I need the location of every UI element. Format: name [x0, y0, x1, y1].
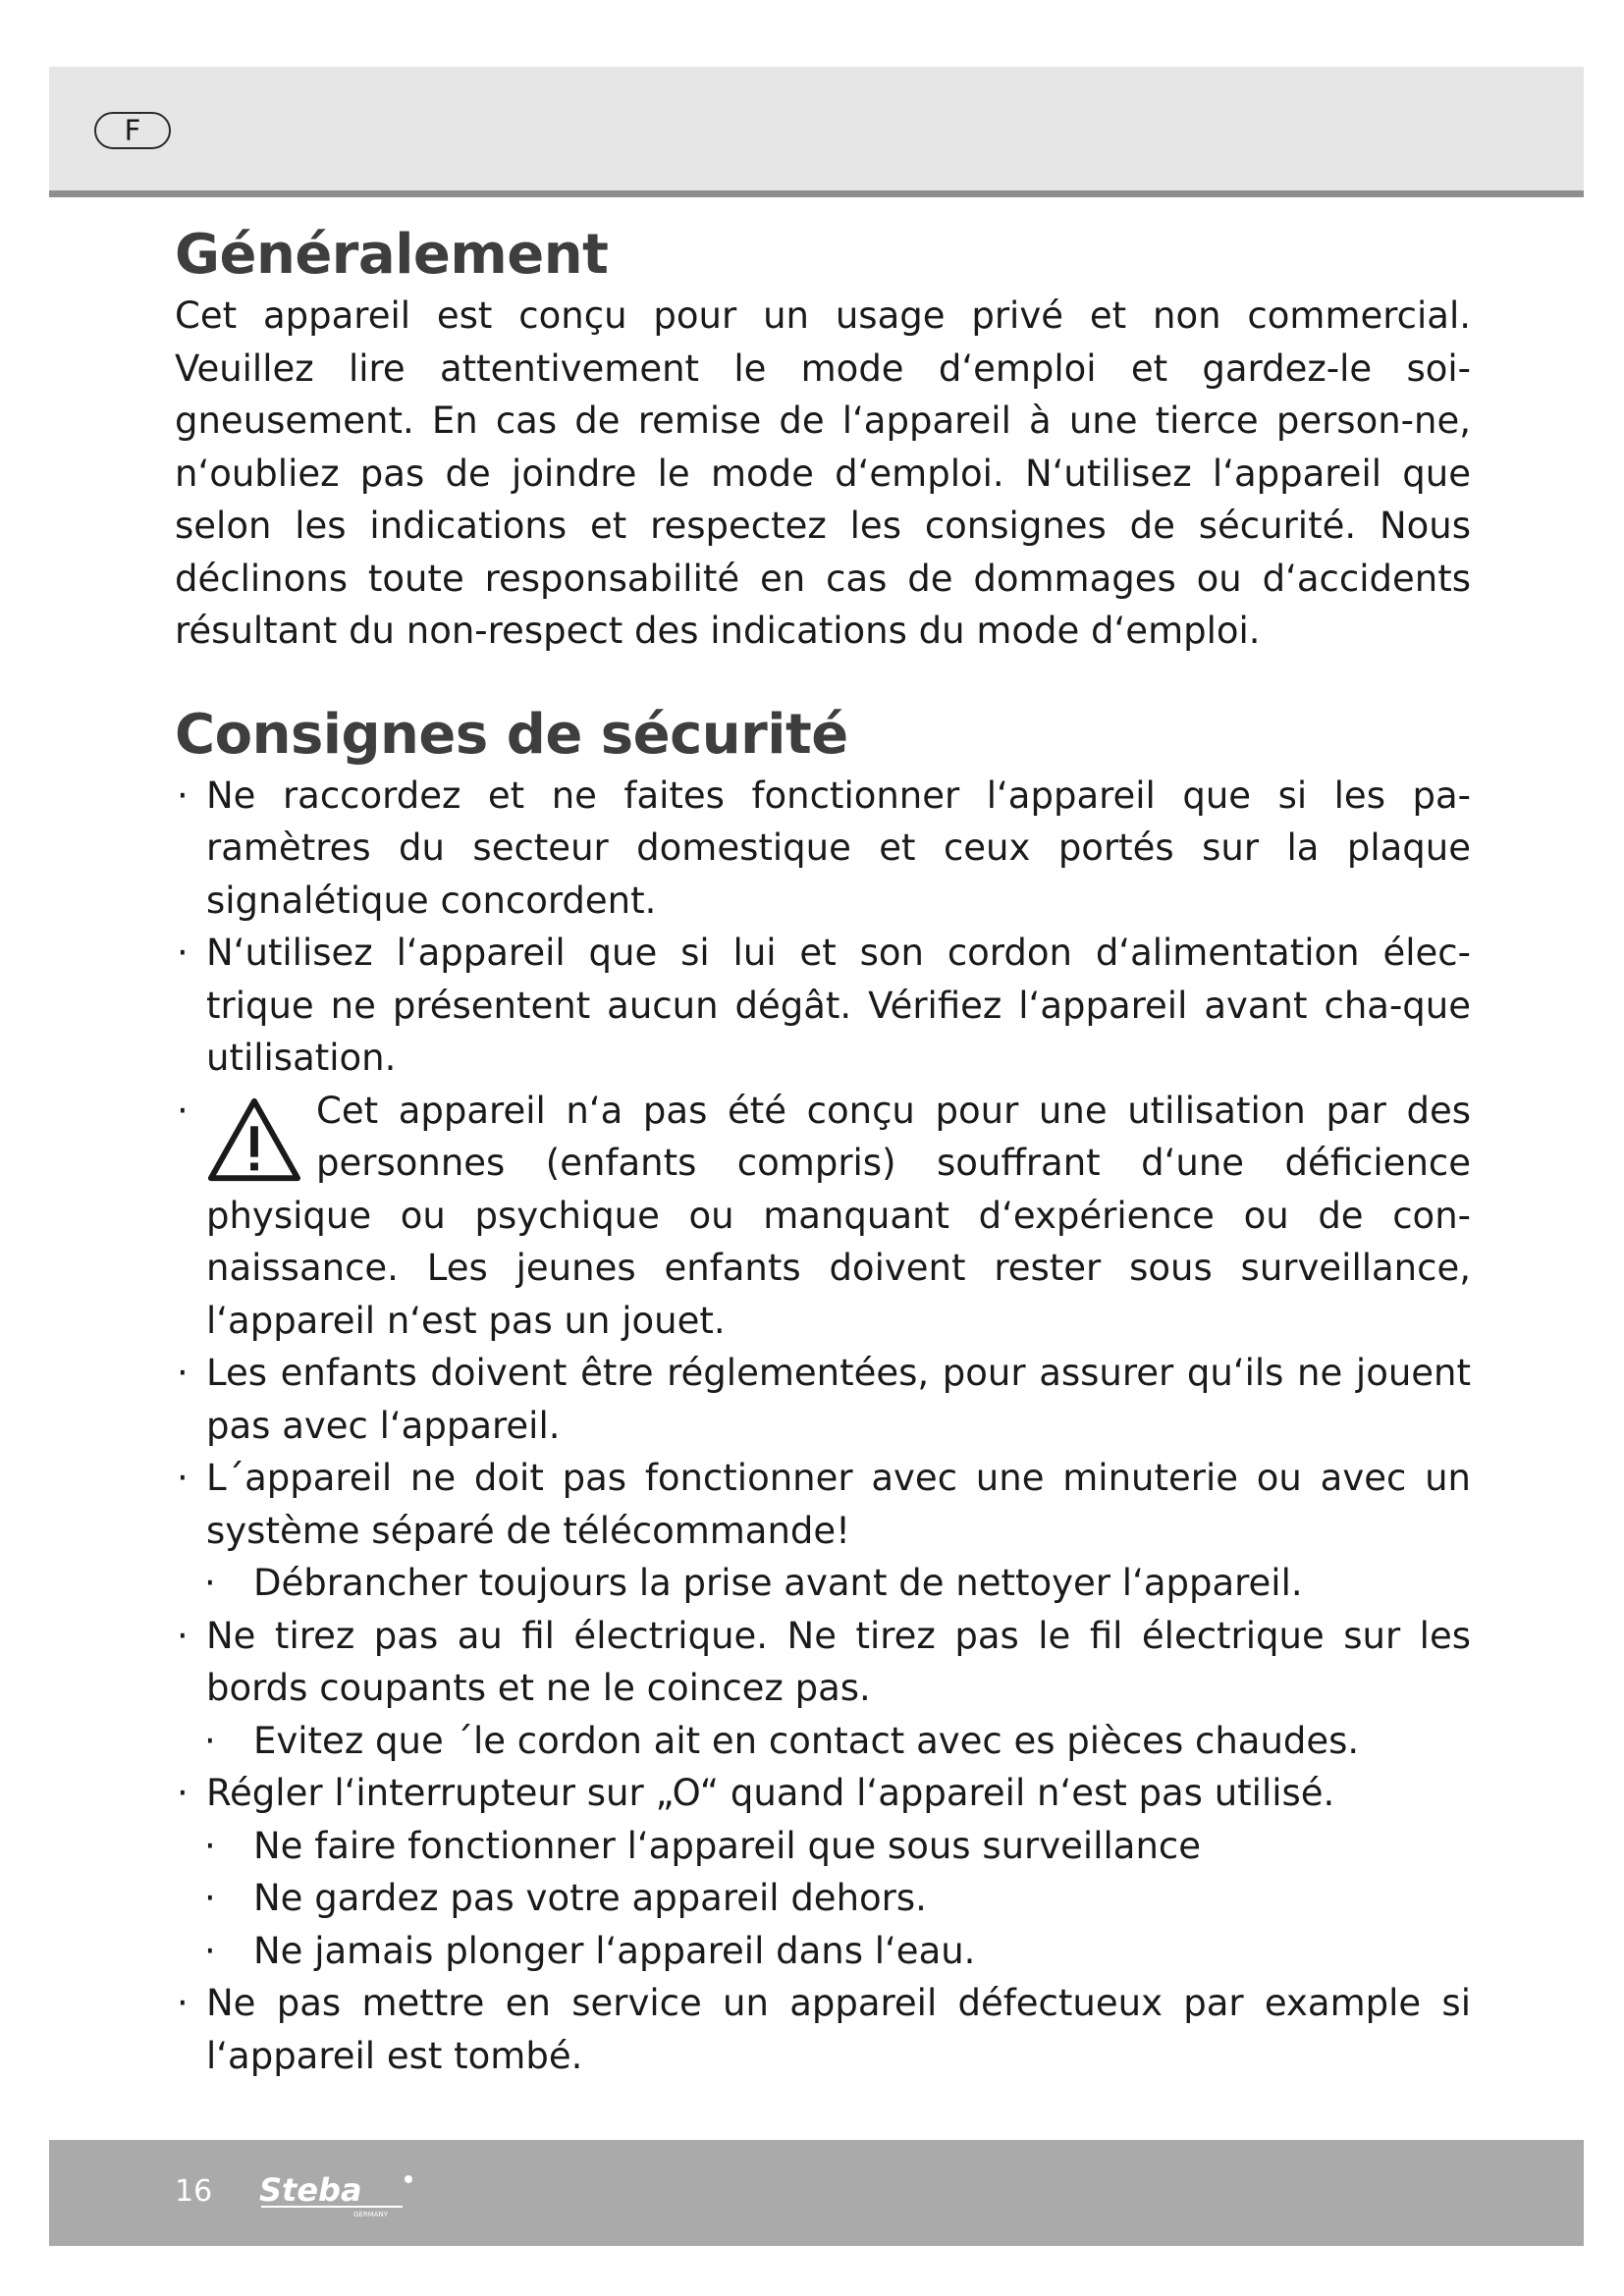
section-safety	[175, 701, 1471, 2083]
page-footer	[49, 2140, 1584, 2246]
safety-item: · N‘utilisez l‘appareil que si lui et son cordon d‘alimentation élec-trique ne présentent aucun dégât. Vérifiez l‘appareil avant cha-que utilisation.	[175, 927, 1471, 1085]
safety-item: · Ne jamais plonger l‘appareil dans l‘eau.	[175, 1925, 1471, 1978]
brand-logo-text: Steba	[259, 2171, 362, 2209]
safety-item: · Les enfants doivent être réglementées, pour assurer qu‘ils ne jouent pas avec l‘appareil.	[175, 1347, 1471, 1452]
safety-item: · Ne raccordez et ne faites fonctionner l‘appareil que si les pa-ramètres du secteur domestique et ceux portés sur la plaque signalétique concordent.	[175, 770, 1471, 928]
language-badge: F	[94, 112, 171, 149]
section-title-safety: Consignes de sécurité	[175, 702, 848, 767]
safety-item-warning	[175, 1085, 1471, 1348]
safety-item: · Ne gardez pas votre appareil dehors.	[175, 1872, 1471, 1925]
general-paragraph: Cet appareil est conçu pour un usage privé et non commercial. Veuillez lire attentivement le mode d‘emploi et gardez-le soi-gneusement. En cas de remise de l‘appareil à une tierce person-ne, n‘oubliez pas de joindre le mode d‘emploi. N‘utilisez l‘appareil que selon les indications et respectez les consignes de sécurité. Nous déclinons toute responsabilité en cas de dommages ou d‘accidents résultant du non-respect des indications du mode d‘emploi.	[175, 294, 1471, 652]
safety-item: · Ne tirez pas au fil électrique. Ne tirez pas le fil électrique sur les bords coupants et ne le coincez pas.	[175, 1610, 1471, 1715]
steba-logo	[255, 2167, 422, 2218]
page-number: 16	[175, 2174, 213, 2209]
safety-item-warning-text: Cet appareil n‘a pas été conçu pour une utilisation par des personnes (enfants compris) souffrant d‘une déficience physique ou psychique ou manquant d‘expérience ou de con-naissance. Les jeunes enfants doivent rester sous surveillance, l‘appareil n‘est pas un jouet.	[206, 1089, 1471, 1342]
brand-logo-subtext: GERMANY	[353, 2211, 389, 2218]
section-general	[175, 221, 1471, 658]
safety-item: · Ne pas mettre en service un appareil défectueux par example si l‘appareil est tombé.	[175, 1977, 1471, 2082]
safety-item: · Evitez que ´le cordon ait en contact avec es pièces chaudes.	[175, 1715, 1471, 1768]
page-header	[49, 67, 1584, 197]
safety-list	[175, 770, 1471, 2083]
safety-item: · Ne faire fonctionner l‘appareil que sous surveillance	[175, 1820, 1471, 1873]
safety-item: · L´appareil ne doit pas fonctionner avec une minuterie ou avec un système séparé de télécommande!	[175, 1452, 1471, 1557]
section-title-general: Généralement	[175, 223, 609, 287]
safety-item: · Régler l‘interrupteur sur „O“ quand l‘appareil n‘est pas utilisé.	[175, 1767, 1471, 1820]
page-content	[175, 221, 1471, 2082]
warning-triangle-icon	[206, 1095, 302, 1185]
safety-item: · Débrancher toujours la prise avant de nettoyer l‘appareil.	[175, 1557, 1471, 1610]
